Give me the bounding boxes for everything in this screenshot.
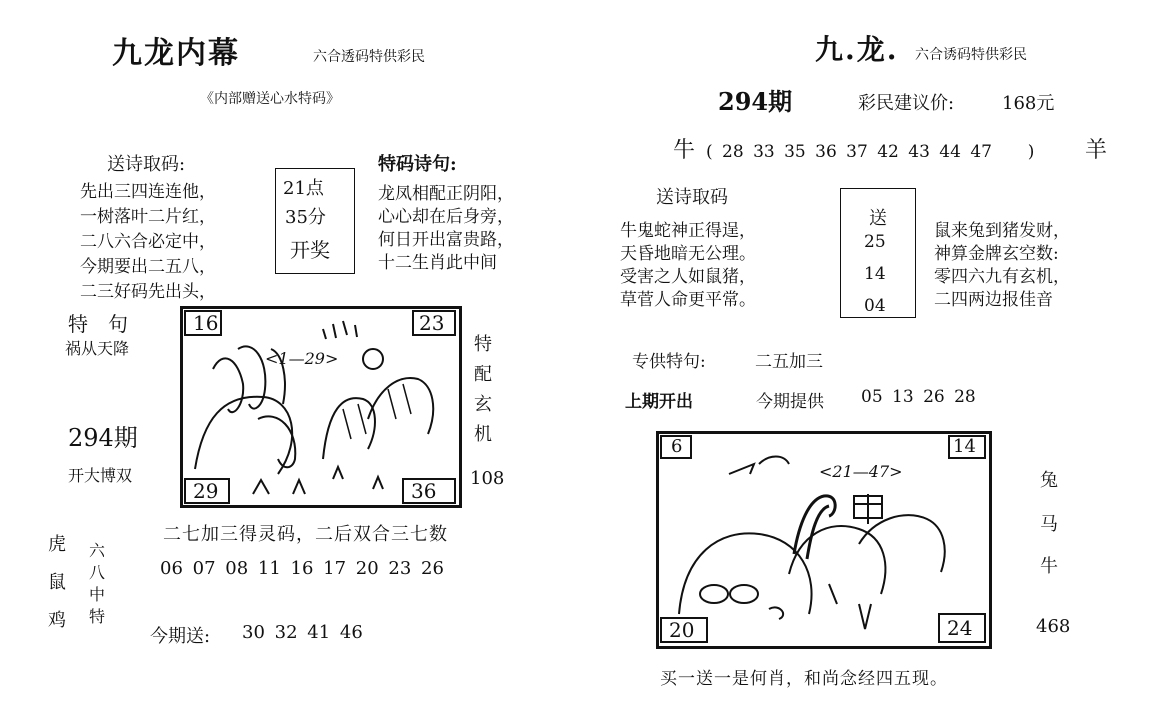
ox-label: 牛 [673,138,696,163]
goat-label: 羊 [1085,138,1108,163]
draw-time-minute: 35分 [285,207,326,228]
pic-scribble: <1—29> [265,349,339,368]
poem-line: 一树落叶二片红， [80,207,216,227]
left-title: 九龙内幕 [112,36,240,71]
left-cartoon-drawing [183,309,459,505]
phrase-label: 特 句 [68,312,128,336]
phrase: 祸从天降 [65,339,130,358]
special-label: 专供特句: [632,352,706,372]
zodiac-horse: 马 [1040,514,1058,535]
send-number: 04 [864,296,886,316]
pic-number-bl: 29 [193,479,219,503]
special-poem [378,183,514,275]
left-gift-note: 《内部赠送心水特码》 [200,91,340,107]
offer-label: 今期提供 [756,392,824,412]
price: 168元 [1002,93,1055,114]
poem-line: 二八六合必定中， [80,232,216,252]
poem-line: 草菅人命更平常。 [620,290,756,310]
zodiac-ox: 牛 [1040,556,1058,577]
today-send-label: 今期送: [150,626,211,647]
special-phrase: 二五加三 [755,352,823,372]
last-open-label: 上期开出 [625,392,693,412]
ox-numbers: ( 28 33 35 36 37 42 43 44 47 ) [706,142,1035,162]
poem-line: 龙凤相配正阴阳， [378,184,514,204]
six-eight: 六八中特 [88,541,105,626]
pic-number-br: 24 [947,616,973,640]
left-poem [80,180,216,305]
pic-number-tl: 6 [671,436,683,457]
big-odd: 开大博双 [68,466,133,485]
right-poem-left [620,220,756,312]
poem-line: 今期要出二五八， [80,257,216,277]
pic-number-bl: 20 [669,618,695,642]
right-side-number: 468 [1036,616,1071,637]
left-poem-heading: 送诗取码: [107,154,186,175]
today-send-numbers: 30 32 41 46 [242,622,363,643]
right-subtitle: 六合诱码特供彩民 [915,47,1027,63]
zodiac-rabbit: 兔 [1040,470,1058,491]
right-poem-heading: 送诗取码 [656,187,728,208]
poem-line: 二四两边报佳音 [934,290,1053,310]
draw-time-label: 开奖 [290,238,330,262]
right-cartoon [656,431,992,649]
send-number: 25 [864,232,886,252]
poem-line: 神算金牌玄空数: [934,244,1059,264]
send-label: 送 [869,208,887,229]
offer-numbers: 05 13 26 28 [861,387,976,407]
draw-time-hour: 21点 [283,178,324,199]
left-issue: 294期 [68,424,138,452]
right-title: 九.龙. [815,33,899,66]
special-poem-heading: 特码诗句: [378,154,457,175]
poem-line: 天昏地暗无公理。 [620,244,756,264]
numbers: 06 07 08 11 16 17 20 23 26 [160,558,444,579]
price-label: 彩民建议价: [858,93,955,114]
poem-line: 何日开出富贵路， [378,230,514,250]
right-poem-right [934,220,1070,312]
hint-line: 二七加三得灵码，二后双合三七数 [163,524,448,545]
poem-line: 二三好码先出头， [80,282,216,302]
poem-line: 受害之人如鼠猪， [620,267,756,287]
pic-number-tl: 16 [193,311,219,335]
left-cartoon [180,306,462,508]
left-subtitle: 六合透码特供彩民 [313,49,425,65]
poem-line: 鼠来兔到猪发财， [934,221,1070,241]
send-number: 14 [864,264,886,284]
pic-number-tr: 23 [419,311,445,335]
pic-scribble: <21—47> [819,462,903,481]
poem-line: 十二生肖此中间 [378,253,497,273]
poem-line: 零四六九有玄机， [934,267,1070,287]
zodiac-col: 虎鼠鸡 [48,534,66,631]
pic-number-tr: 14 [953,436,976,457]
side-text: 特配玄机 [474,334,492,445]
poem-line: 先出三四连连他， [80,182,216,202]
poem-line: 牛鬼蛇神正得逞， [620,221,756,241]
right-footer: 买一送一是何肖，和尚念经四五现。 [660,669,948,689]
pic-number-br: 36 [411,479,437,503]
right-issue: 294期 [718,87,793,116]
side-number: 108 [470,468,505,489]
poem-line: 心心却在后身旁， [378,207,514,227]
